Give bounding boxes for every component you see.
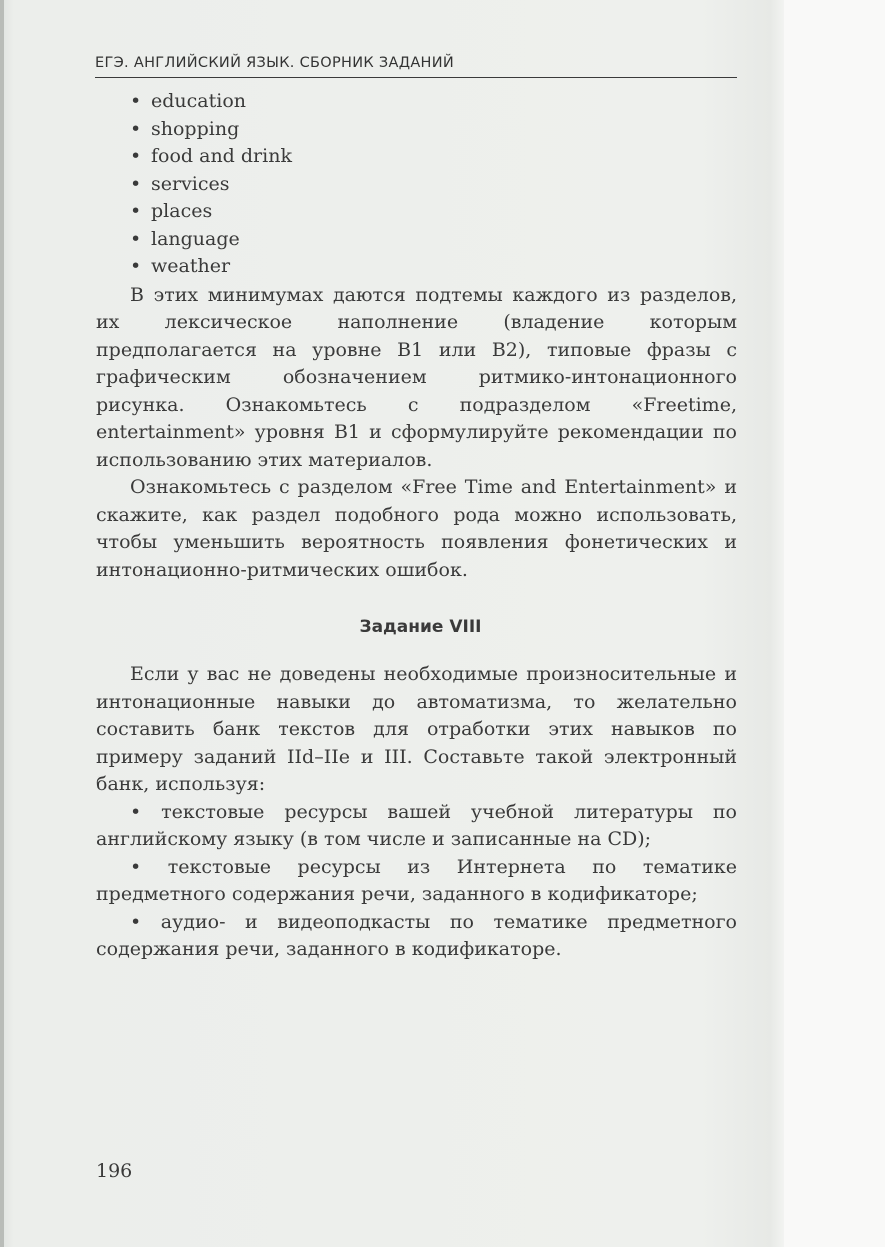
section-heading: Задание VIII <box>359 617 482 637</box>
bullet-icon: • <box>130 145 142 167</box>
bullet-icon: • <box>130 117 142 140</box>
topic-list <box>96 88 737 281</box>
running-header: ЕГЭ. АНГЛИЙСКИЙ ЯЗЫК. СБОРНИК ЗАДАНИЙ <box>95 53 737 78</box>
page-number: 196 <box>96 1160 133 1182</box>
body-paragraph: В этих минимумах даются подтемы каждого из разделов, их лексическое наполнение (владение которым предполагается на уровне B1 или B2), типовые фразы с графическим обозначением ритмико-интонационного рисунка. Ознакомьтесь с подразделом «Freetime, entertainment» уровня B1 и сформулируйте рекомендации по использованию этих материалов. <box>96 283 737 471</box>
list-item: • shopping <box>130 116 737 144</box>
task-intro: Если у вас не доведены необходимые произносительные и интонационные навыки до автоматизма, то желательно составить банк текстов для отработки этих навыков по примеру заданий IId–IIe и III. Составьте такой электронный банк, используя: <box>96 663 737 795</box>
page-edge <box>0 0 4 1247</box>
body-paragraph: Ознакомьтесь с разделом «Free Time and Entertainment» и скажите, как раздел подобного рода можно использовать, чтобы уменьшить вероятность появления фонетических и интонационно-ритмических ошибок. <box>96 476 737 581</box>
bullet-icon: • <box>130 255 142 277</box>
list-item: • services <box>130 171 737 199</box>
bullet-icon: • <box>130 90 142 112</box>
list-item: • food and drink <box>130 143 737 171</box>
list-item: • weather <box>130 253 737 281</box>
page-body <box>96 88 737 964</box>
bullet-icon: • <box>130 200 142 222</box>
task-bullet: • аудио- и видеоподкасты по тематике предметного содержания речи, заданного в кодификаторе. <box>96 910 737 960</box>
page-margin-right <box>784 0 885 1247</box>
list-item: • language <box>130 226 737 254</box>
list-item: • places <box>130 198 737 226</box>
task-bullet: • текстовые ресурсы из Интернета по тематике предметного содержания речи, заданного в кодификаторе; <box>96 855 737 905</box>
task-bullet: • текстовые ресурсы вашей учебной литературы по английскому языку (в том числе и записанные на CD); <box>96 800 737 850</box>
list-item: • education <box>130 88 737 116</box>
bullet-icon: • <box>130 227 142 250</box>
bullet-icon: • <box>130 172 142 195</box>
